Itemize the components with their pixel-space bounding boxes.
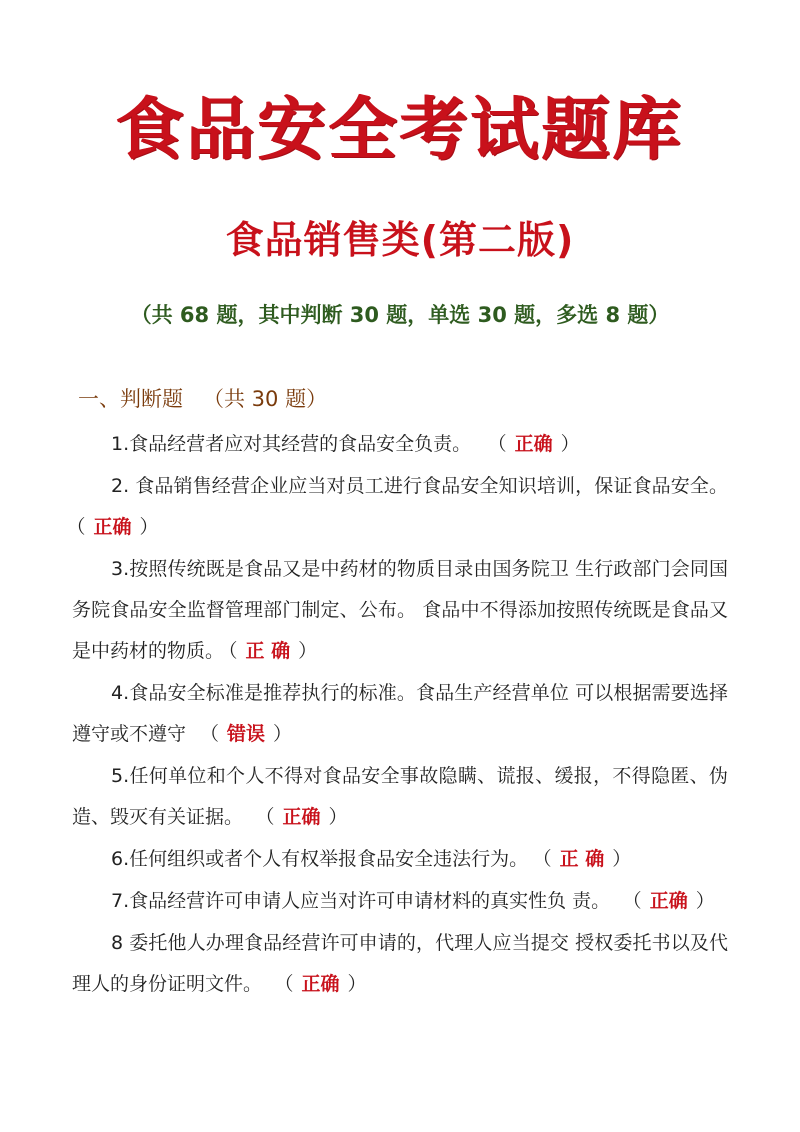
section-title: 一、判断题 bbox=[78, 387, 183, 411]
question-answer: 正确 bbox=[514, 433, 553, 455]
question-text: 2. 食品销售经营企业应当对员工进行食品安全知识培训，保证食品安全。 bbox=[111, 475, 728, 497]
question-answer: 正 确 bbox=[245, 640, 291, 662]
question-answer: 正确 bbox=[93, 516, 132, 538]
question-answer: 错误 bbox=[227, 723, 266, 745]
question-text: 8 委托他人办理食品经营许可申请的，代理人应当提交 授权委托书以及代理人的身份证明文件。 bbox=[72, 932, 728, 995]
question-answer: 正确 bbox=[649, 890, 688, 912]
question-item: 6.任何组织或者个人有权举报食品安全违法行为。 （ 正 确 ） bbox=[111, 848, 632, 870]
question-answer: 正 确 bbox=[559, 848, 605, 870]
question-item: 3.按照传统既是食品又是中药材的物质目录由国务院卫 生行政部门会同国务院食品安全监督管理部门制定、公布。 食品中不得添加按照传统既是食品又是中药材的物质。 （ 正 确 ） bbox=[72, 558, 728, 662]
question-item: 2. 食品销售经营企业应当对员工进行食品安全知识培训，保证食品安全。（ 正确 ） bbox=[76, 475, 728, 538]
document-title: 食品安全考试题库 bbox=[115, 91, 684, 170]
question-item: 1.食品经营者应对其经营的食品安全负责。 （ 正确 ） bbox=[111, 433, 580, 455]
question-item: 7.食品经营许可申请人应当对许可申请材料的真实性负 责。 （ 正确 ） bbox=[111, 890, 715, 912]
question-text: 6.任何组织或者个人有权举报食品安全违法行为。 bbox=[111, 848, 529, 870]
question-text: 5.任何单位和个人不得对食品安全事故隐瞒、谎报、缓报，不得隐匿、伪造、毁灭有关证据。 bbox=[72, 765, 728, 828]
section-count: （共 30 题） bbox=[203, 387, 328, 411]
question-answer: 正确 bbox=[282, 806, 321, 828]
document-subtitle: 食品销售类(第二版) bbox=[225, 218, 575, 262]
question-item: 8 委托他人办理食品经营许可申请的，代理人应当提交 授权委托书以及代理人的身份证明文件。 （ 正确 ） bbox=[72, 932, 728, 995]
question-summary: （共 68 题，其中判断 30 题，单选 30 题，多选 8 题） bbox=[130, 303, 670, 327]
question-item: 4.食品安全标准是推荐执行的标准。食品生产经营单位 可以根据需要选择遵守或不遵守 （ 错误 ） bbox=[72, 682, 728, 745]
question-text: 1.食品经营者应对其经营的食品安全负责。 bbox=[111, 433, 472, 455]
question-answer: 正确 bbox=[301, 973, 340, 995]
question-text: 3.按照传统既是食品又是中药材的物质目录由国务院卫 生行政部门会同国务院食品安全监督管理部门制定、公布。 食品中不得添加按照传统既是食品又是中药材的物质。 bbox=[72, 558, 728, 662]
question-list bbox=[72, 424, 728, 1006]
question-item: 5.任何单位和个人不得对食品安全事故隐瞒、谎报、缓报，不得隐匿、伪造、毁灭有关证据。 （ 正确 ） bbox=[72, 765, 728, 828]
question-text: 4.食品安全标准是推荐执行的标准。食品生产经营单位 可以根据需要选择遵守或不遵守 bbox=[72, 682, 728, 745]
question-text: 7.食品经营许可申请人应当对许可申请材料的真实性负 责。 bbox=[111, 890, 611, 912]
section-heading bbox=[78, 386, 327, 413]
